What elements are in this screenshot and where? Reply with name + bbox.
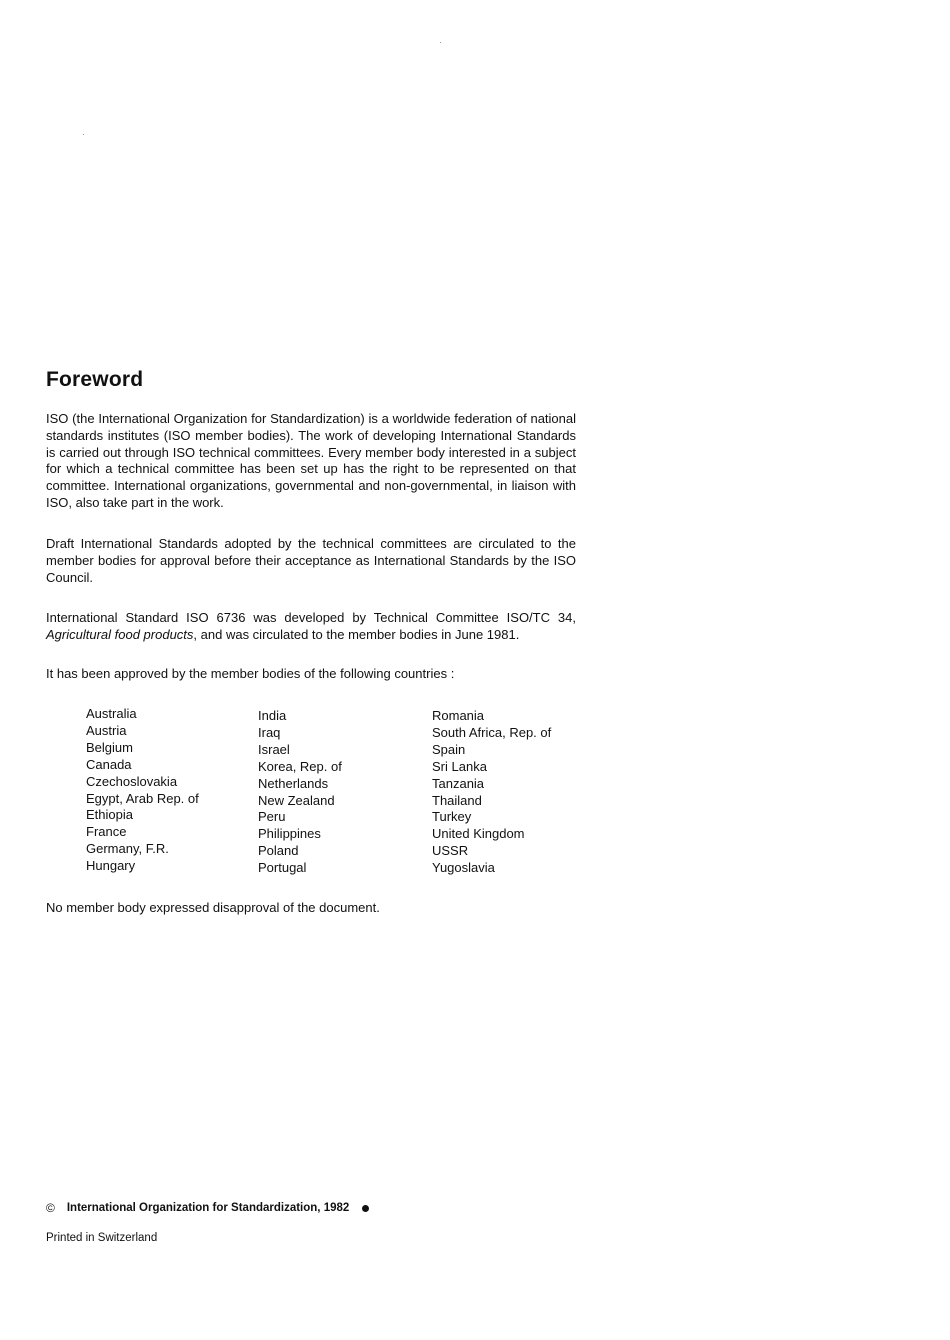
country-item: Austria <box>86 722 127 738</box>
country-item: Netherlands <box>258 775 329 791</box>
country-item: India <box>258 708 287 723</box>
country-item: Hungary <box>86 858 136 874</box>
country-item: Germany, F.R. <box>86 841 169 857</box>
country-item: Canada <box>86 756 132 772</box>
standard-text-end: , and was circulated to the member bodies in June 1981. <box>193 626 520 642</box>
copyright-line <box>46 1201 369 1215</box>
foreword-heading: Foreword <box>46 368 144 391</box>
country-item: Yugoslavia <box>432 860 495 876</box>
country-item: Tanzania <box>432 775 485 791</box>
copyright-text: International Organization for Standardization, 1982 <box>66 1202 350 1214</box>
country-item: Philippines <box>258 826 321 842</box>
country-item: Korea, Rep. of <box>258 758 342 774</box>
foreword-paragraph-disapproval: No member body expressed disapproval of the document. <box>46 900 380 915</box>
country-item: Belgium <box>86 739 133 755</box>
country-item: Romania <box>432 708 485 723</box>
country-item: South Africa, Rep. of <box>432 724 552 740</box>
country-column-3 <box>432 708 551 877</box>
foreword-paragraph-draft: Draft International Standards adopted by the technical committees are circulated to the member bodies for approval before their acceptance as International Standards by the ISO Council. <box>46 536 576 585</box>
bullet-icon <box>362 1205 369 1212</box>
country-item: New Zealand <box>258 792 335 808</box>
country-column-2 <box>258 708 342 877</box>
country-item: United Kingdom <box>432 826 525 842</box>
copyright-icon: © <box>46 1201 55 1215</box>
country-item: France <box>86 824 127 840</box>
country-item: Thailand <box>432 792 482 808</box>
country-item: Portugal <box>258 860 307 876</box>
country-item: Australia <box>86 706 137 721</box>
country-item: Israel <box>258 741 290 757</box>
printed-in-text: Printed in Switzerland <box>46 1232 158 1244</box>
country-item: Czechoslovakia <box>86 773 178 789</box>
scan-speck <box>440 42 441 43</box>
country-item: Peru <box>258 809 286 825</box>
foreword-paragraph-iso: ISO (the International Organization for Standardization) is a worldwide federation of national standards institutes (ISO member bodies). The work of developing International Standards is carried out through ISO technical committees. Every member body interested in a subject for which a technical committee has been set up has the right to be represented on that committee. International organizations, governmental and non-governmental, in liaison with ISO, also take part in the work. <box>46 411 576 510</box>
foreword-paragraph-standard <box>46 610 576 644</box>
scan-speck <box>83 134 84 135</box>
country-item: Iraq <box>258 724 281 740</box>
country-column-1 <box>86 706 199 875</box>
country-item: Turkey <box>432 809 472 825</box>
country-item: Poland <box>258 843 299 859</box>
foreword-paragraph-approval: It has been approved by the member bodies of the following countries : <box>46 666 455 681</box>
country-item: Egypt, Arab Rep. of <box>86 790 199 806</box>
country-item: Ethiopia <box>86 807 133 823</box>
country-item: USSR <box>432 843 469 859</box>
country-item: Sri Lanka <box>432 758 487 774</box>
standard-text-start: International Standard ISO 6736 was developed by Technical Committee ISO/TC 34, <box>46 610 576 625</box>
committee-title: Agricultural food products <box>46 626 194 642</box>
country-list <box>86 706 606 878</box>
country-item: Spain <box>432 741 466 757</box>
